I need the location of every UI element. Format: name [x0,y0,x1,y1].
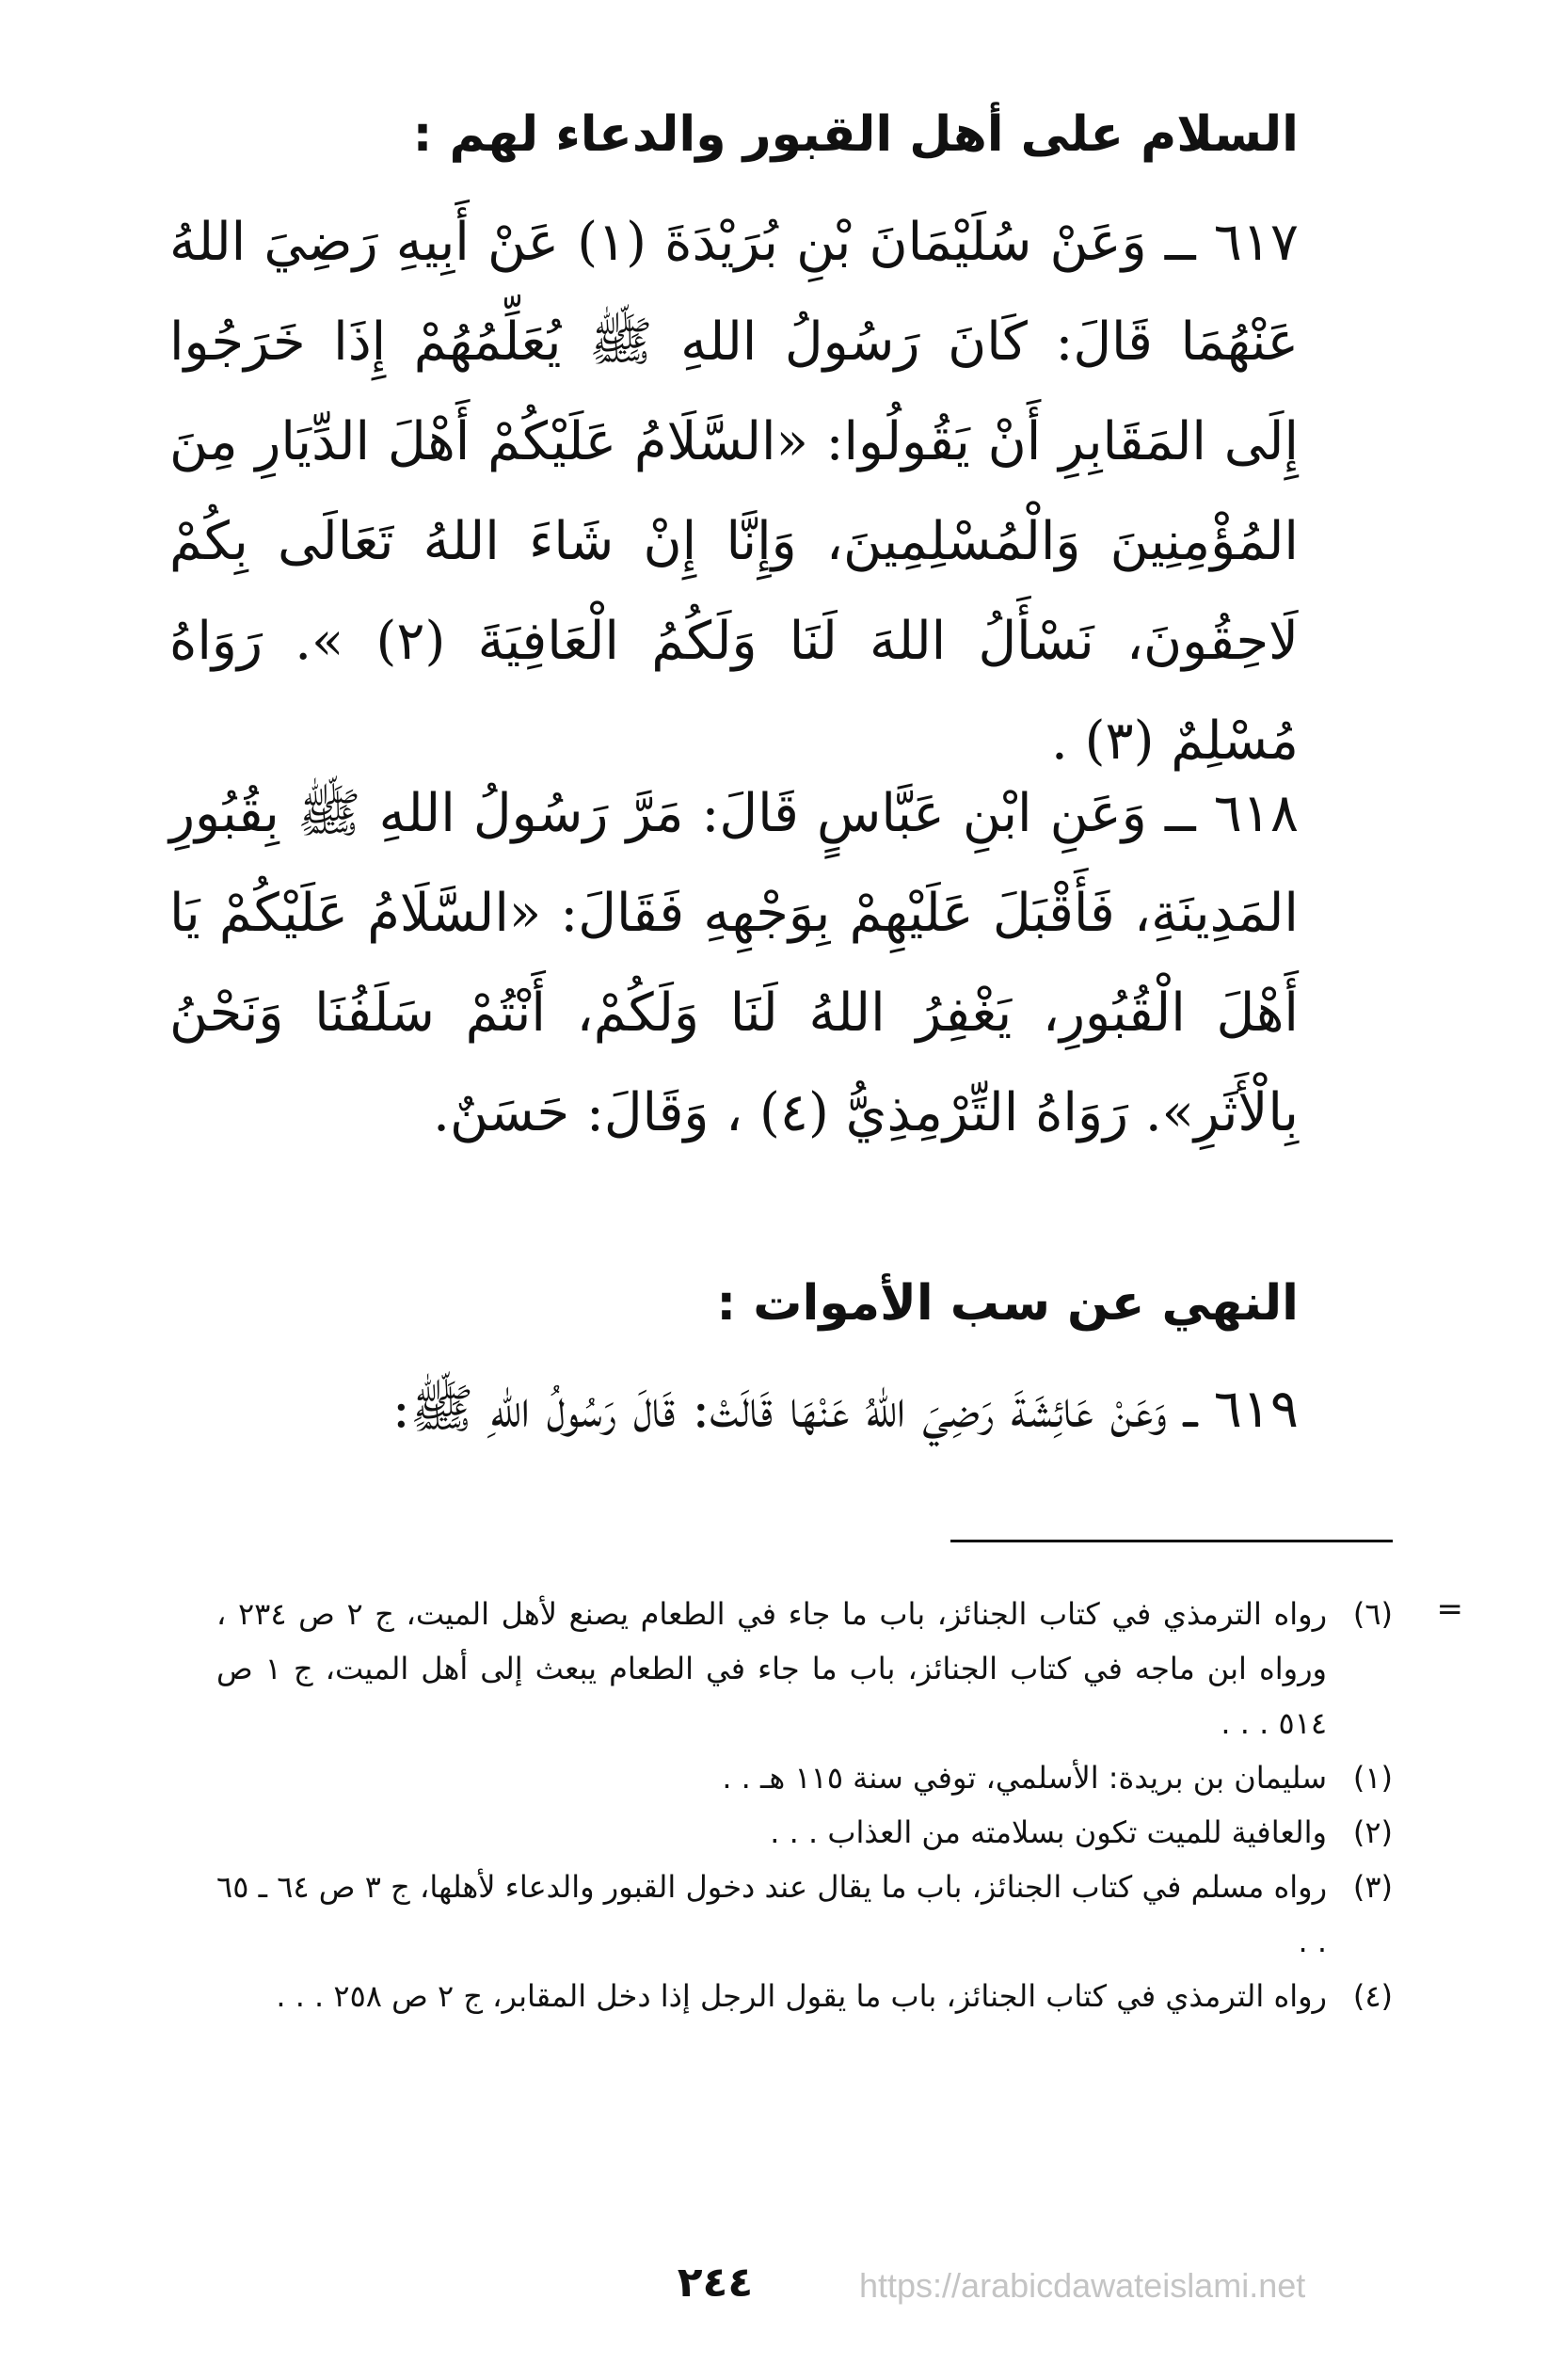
footnote-item [216,1750,1393,1805]
footnote-text: رواه مسلم في كتاب الجنائز، باب ما يقال عند دخول القبور والدعاء لأهلها، ج ٣ ص ٦٤ ـ ٦٥ . . [216,1869,1328,1959]
footnote-number: (٤) [1352,1978,1393,2014]
footnote-text: والعافية للميت تكون بسلامته من العذاب . . . [770,1814,1327,1850]
hadith-619: ٦١٩ ــ وَعَنْ عَائِشَةَ رَضِيَ اللهُ عَنْهَا قَالَتْ: قَالَ رَسُولُ اللهِ ﷺ: [391,1379,1299,1440]
footnote-item [216,1860,1393,1969]
section-heading-greeting-graves: السلام على أهل القبور والدعاء لهم : [412,106,1299,163]
page-number: ٢٤٤ [677,2259,754,2307]
hadith-618: ٦١٨ ــ وَعَنِ ابْنِ عَبَّاسٍ قَالَ: مَرَّ رَسُولُ اللهِ ﷺ بِقُبُورِ المَدِينَةِ، فَأَقْبَلَ عَلَيْهِمْ بِوَجْهِهِ فَقَالَ: «السَّلَامُ عَلَيْكُمْ يَا أَهْلَ الْقُبُورِ، يَغْفِرُ اللهُ لَنَا وَلَكُمْ، أَنْتُمْ سَلَفُنَا وَنَحْنُ بِالْأَثَرِ». رَوَاهُ التِّرْمِذِيُّ (٤) ، وَقَالَ: حَسَنٌ. [169,783,1299,1143]
footnote-item [216,1805,1393,1860]
watermark-url: https://arabicdawateislami.net [859,2266,1306,2305]
footnote-text: سليمان بن بريدة: الأسلمي، توفي سنة ١١٥ هـ . . [722,1760,1327,1796]
footnote-item [216,1969,1393,2023]
footnote-number: (٦) [1352,1596,1393,1632]
footnote-item [216,1587,1393,1750]
footnote-number: (١) [1352,1760,1393,1796]
section-heading-forbidding-insult: النهي عن سب الأموات : [716,1275,1299,1332]
footnote-text: رواه الترمذي في كتاب الجنائز، باب ما يقول الرجل إذا دخل المقابر، ج ٢ ص ٢٥٨ . . . [276,1978,1327,2014]
footnote-divider [950,1540,1393,1542]
footnotes [216,1587,1393,2023]
footnote-text: رواه الترمذي في كتاب الجنائز، باب ما جاء في الطعام يصنع لأهل الميت، ج ٢ ص ٢٣٤ ، ورواه ابن ماجه في كتاب الجنائز، باب ما جاء في الطعام يبعث إلى أهل الميت، ج ١ ص ٥١٤ . . . [216,1596,1328,1741]
footnote-continuation-marker: = [1436,1590,1463,1628]
hadith-617: ٦١٧ ــ وَعَنْ سُلَيْمَانَ بْنِ بُرَيْدَةَ (١) عَنْ أَبِيهِ رَضِيَ اللهُ عَنْهُمَا قَالَ: كَانَ رَسُولُ اللهِ ﷺ يُعَلِّمُهُمْ إِذَا خَرَجُوا إِلَى المَقَابِرِ أَنْ يَقُولُوا: «السَّلَامُ عَلَيْكُمْ أَهْلَ الدِّيَارِ مِنَ المُؤْمِنِينَ وَالْمُسْلِمِينَ، وَإِنَّا إِنْ شَاءَ اللهُ تَعَالَى بِكُمْ لَاحِقُونَ، نَسْأَلُ اللهَ لَنَا وَلَكُمُ الْعَافِيَةَ (٢) ». رَوَاهُ مُسْلِمٌ (٣) . [169,212,1299,772]
footnote-number: (٢) [1352,1814,1393,1850]
footnote-number: (٣) [1352,1869,1393,1905]
